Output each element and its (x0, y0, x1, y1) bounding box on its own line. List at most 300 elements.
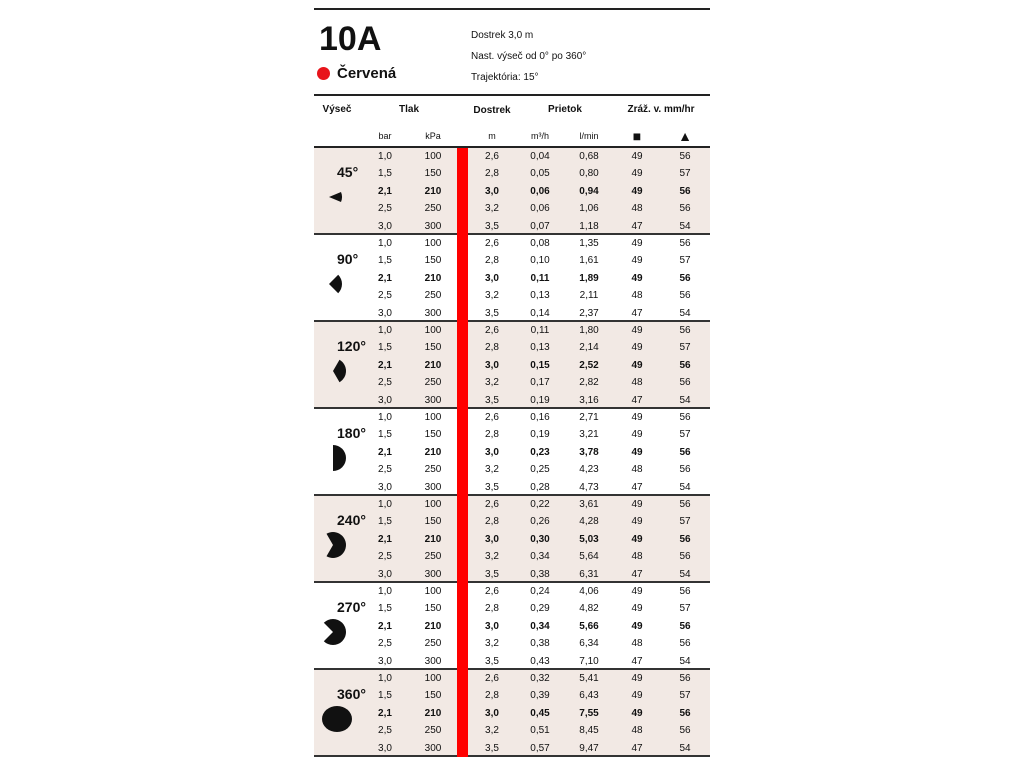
cell: 2,71 (579, 412, 599, 423)
cell: 3,0 (485, 185, 499, 197)
cell: 250 (424, 551, 442, 563)
cell: 0,17 (530, 377, 550, 389)
cell: 2,8 (485, 168, 499, 180)
cell: 0,04 (530, 151, 550, 162)
cell: 0,08 (530, 238, 550, 249)
cell: 56 (679, 638, 691, 650)
table-row (314, 305, 710, 322)
cell: 0,07 (530, 220, 550, 232)
spec-range: Dostrek 3,0 m (471, 30, 534, 41)
unit-bar: bar (378, 131, 392, 141)
header-rule (314, 94, 710, 96)
cell: 49 (631, 255, 643, 267)
cell: 1,0 (378, 238, 392, 249)
cell: 4,28 (579, 516, 599, 528)
table-row (314, 583, 710, 600)
cell: 3,0 (378, 394, 392, 406)
cell: 0,19 (530, 394, 550, 406)
cell: 1,0 (378, 151, 392, 162)
cell: 2,1 (378, 185, 392, 197)
cell: 3,0 (378, 481, 392, 493)
cell: 150 (424, 429, 442, 441)
cell: 3,5 (485, 220, 499, 232)
cell: 1,61 (579, 255, 599, 267)
cell: 300 (424, 481, 442, 493)
col-range: Dostrek (473, 105, 511, 116)
cell: 2,1 (378, 359, 392, 371)
cell: 1,5 (378, 255, 392, 267)
table-row (314, 635, 710, 652)
cell: 210 (424, 272, 442, 284)
cell: 3,0 (485, 446, 499, 458)
cell: 56 (679, 586, 691, 597)
cell: 54 (679, 568, 691, 580)
cell: 0,06 (530, 185, 550, 197)
cell: 210 (424, 620, 442, 632)
cell: 100 (424, 412, 442, 423)
col-sector: Výseč (322, 104, 352, 115)
cell: 49 (631, 429, 643, 441)
cell: 3,2 (485, 725, 499, 737)
sector-group-120: 120° 1,0 100 2,6 0,11 1,80 49 56 1,5 150 2,8 0,13 2,14 49 57 2,1 210 3,0 0,15 2,52 49 56 2,5 250 3,2 0,17 2,82 48 56 3,0 300 3,5 0,19 3,16 47 54 (314, 322, 710, 409)
cell: 56 (679, 533, 691, 545)
cell: 48 (631, 638, 643, 650)
cell: 49 (631, 516, 643, 528)
cell: 7,55 (579, 707, 599, 719)
cell: 0,51 (530, 725, 550, 737)
cell: 250 (424, 464, 442, 476)
cell: 56 (679, 151, 691, 162)
cell: 1,5 (378, 429, 392, 441)
cell: 150 (424, 342, 442, 354)
cell: 3,5 (485, 481, 499, 493)
unit-m3h: m³/h (531, 131, 549, 141)
table-row (314, 444, 710, 461)
cell: 3,5 (485, 655, 499, 667)
unit-kpa: kPa (425, 131, 441, 141)
cell: 4,06 (579, 586, 599, 597)
cell: 49 (631, 168, 643, 180)
cell: 2,6 (485, 412, 499, 423)
col-precip: Zráž. v. mm/hr (627, 104, 695, 115)
cell: 48 (631, 464, 643, 476)
cell: 250 (424, 377, 442, 389)
cell: 150 (424, 690, 442, 702)
cell: 150 (424, 168, 442, 180)
cell: 49 (631, 673, 643, 684)
cell: 47 (631, 568, 643, 580)
cell: 48 (631, 377, 643, 389)
cell: 2,6 (485, 499, 499, 510)
cell: 6,34 (579, 638, 599, 650)
table-row (314, 531, 710, 548)
col-pressure: Tlak (398, 104, 420, 115)
table-row (314, 322, 710, 339)
square-spacing-icon: ■ (632, 128, 642, 144)
cell: 150 (424, 255, 442, 267)
cell: 1,80 (579, 325, 599, 336)
sector-group-240: 240° 1,0 100 2,6 0,22 3,61 49 56 1,5 150 2,8 0,26 4,28 49 57 2,1 210 3,0 0,30 5,03 49 56 2,5 250 3,2 0,34 5,64 48 56 3,0 300 3,5 0,38 6,31 47 54 (314, 496, 710, 583)
cell: 49 (631, 707, 643, 719)
cell: 3,5 (485, 394, 499, 406)
table-row (314, 687, 710, 704)
cell: 0,23 (530, 446, 550, 458)
cell: 56 (679, 551, 691, 563)
table-row (314, 148, 710, 165)
cell: 0,38 (530, 568, 550, 580)
cell: 3,0 (378, 220, 392, 232)
cell: 56 (679, 673, 691, 684)
cell: 100 (424, 673, 442, 684)
cell: 48 (631, 551, 643, 563)
cell: 2,1 (378, 446, 392, 458)
table-row (314, 218, 710, 235)
cell: 0,15 (530, 359, 550, 371)
cell: 1,5 (378, 690, 392, 702)
cell: 300 (424, 655, 442, 667)
cell: 57 (679, 168, 691, 180)
cell: 0,34 (530, 620, 550, 632)
table-row (314, 357, 710, 374)
cell: 57 (679, 342, 691, 354)
cell: 2,1 (378, 533, 392, 545)
cell: 2,5 (378, 551, 392, 563)
cell: 3,0 (485, 707, 499, 719)
cell: 2,8 (485, 342, 499, 354)
table-row (314, 287, 710, 304)
cell: 0,39 (530, 690, 550, 702)
cell: 2,5 (378, 203, 392, 215)
cell: 1,0 (378, 325, 392, 336)
cell: 49 (631, 603, 643, 615)
cell: 1,35 (579, 238, 599, 249)
cell: 3,2 (485, 203, 499, 215)
cell: 1,18 (579, 220, 599, 232)
cell: 2,6 (485, 673, 499, 684)
cell: 2,52 (579, 359, 599, 371)
cell: 1,5 (378, 516, 392, 528)
cell: 0,13 (530, 342, 550, 354)
table-row (314, 235, 710, 252)
cell: 49 (631, 586, 643, 597)
cell: 1,0 (378, 586, 392, 597)
cell: 0,34 (530, 551, 550, 563)
cell: 49 (631, 412, 643, 423)
cell: 210 (424, 185, 442, 197)
cell: 0,13 (530, 290, 550, 302)
cell: 150 (424, 516, 442, 528)
cell: 1,5 (378, 603, 392, 615)
cell: 3,0 (485, 620, 499, 632)
cell: 3,5 (485, 742, 499, 754)
cell: 54 (679, 742, 691, 754)
cell: 56 (679, 377, 691, 389)
cell: 300 (424, 307, 442, 319)
cell: 56 (679, 203, 691, 215)
top-rule (314, 8, 710, 10)
cell: 210 (424, 446, 442, 458)
cell: 49 (631, 342, 643, 354)
cell: 3,5 (485, 307, 499, 319)
cell: 2,37 (579, 307, 599, 319)
cell: 3,5 (485, 568, 499, 580)
cell: 2,8 (485, 690, 499, 702)
sector-group-45: 45° 1,0 100 2,6 0,04 0,68 49 56 1,5 150 2,8 0,05 0,80 49 57 2,1 210 3,0 0,06 0,94 49 56 2,5 250 3,2 0,06 1,06 48 56 3,0 300 3,5 0,07 1,18 47 54 (314, 148, 710, 235)
cell: 0,57 (530, 742, 550, 754)
col-flow: Prietok (548, 104, 582, 115)
table-row (314, 740, 710, 757)
cell: 54 (679, 394, 691, 406)
cell: 2,82 (579, 377, 599, 389)
cell: 0,43 (530, 655, 550, 667)
cell: 1,0 (378, 673, 392, 684)
table-row (314, 409, 710, 426)
cell: 3,0 (378, 568, 392, 580)
cell: 0,19 (530, 429, 550, 441)
cell: 48 (631, 290, 643, 302)
table-row (314, 548, 710, 565)
cell: 0,10 (530, 255, 550, 267)
cell: 0,16 (530, 412, 550, 423)
cell: 0,45 (530, 707, 550, 719)
unit-lmin: l/min (579, 131, 599, 141)
model-title: 10A (319, 20, 382, 58)
table-row (314, 183, 710, 200)
cell: 3,2 (485, 377, 499, 389)
cell: 47 (631, 655, 643, 667)
cell: 49 (631, 533, 643, 545)
table-row (314, 165, 710, 182)
spec-arc: Nast. výseč od 0° po 360° (471, 51, 587, 62)
color-name: Červená (337, 65, 397, 82)
cell: 49 (631, 238, 643, 249)
table-row (314, 426, 710, 443)
sector-group-90: 90° 1,0 100 2,6 0,08 1,35 49 56 1,5 150 2,8 0,10 1,61 49 57 2,1 210 3,0 0,11 1,89 49 56 2,5 250 3,2 0,13 2,11 48 56 3,0 300 3,5 0,14 2,37 47 54 (314, 235, 710, 322)
cell: 1,5 (378, 342, 392, 354)
cell: 100 (424, 325, 442, 336)
cell: 54 (679, 220, 691, 232)
cell: 47 (631, 742, 643, 754)
cell: 3,2 (485, 551, 499, 563)
sector-group-270: 270° 1,0 100 2,6 0,24 4,06 49 56 1,5 150 2,8 0,29 4,82 49 57 2,1 210 3,0 0,34 5,66 49 56 2,5 250 3,2 0,38 6,34 48 56 3,0 300 3,5 0,43 7,10 47 54 (314, 583, 710, 670)
cell: 49 (631, 620, 643, 632)
table-row (314, 496, 710, 513)
cell: 0,14 (530, 307, 550, 319)
cell: 3,0 (485, 533, 499, 545)
cell: 49 (631, 446, 643, 458)
cell: 2,1 (378, 620, 392, 632)
cell: 0,29 (530, 603, 550, 615)
cell: 4,23 (579, 464, 599, 476)
cell: 56 (679, 359, 691, 371)
cell: 57 (679, 255, 691, 267)
cell: 47 (631, 307, 643, 319)
cell: 49 (631, 499, 643, 510)
cell: 49 (631, 185, 643, 197)
cell: 3,0 (378, 742, 392, 754)
cell: 3,21 (579, 429, 599, 441)
table-row (314, 461, 710, 478)
cell: 5,03 (579, 533, 599, 545)
cell: 7,10 (579, 655, 599, 667)
cell: 4,73 (579, 481, 599, 493)
triangle-spacing-icon: ▲ (678, 128, 692, 144)
table-row (314, 479, 710, 496)
table-row (314, 513, 710, 530)
cell: 0,32 (530, 673, 550, 684)
cell: 56 (679, 446, 691, 458)
cell: 49 (631, 325, 643, 336)
cell: 210 (424, 707, 442, 719)
table-row (314, 339, 710, 356)
cell: 49 (631, 151, 643, 162)
cell: 2,5 (378, 725, 392, 737)
cell: 2,1 (378, 707, 392, 719)
sector-group-180: 180° 1,0 100 2,6 0,16 2,71 49 56 1,5 150 2,8 0,19 3,21 49 57 2,1 210 3,0 0,23 3,78 49 56 2,5 250 3,2 0,25 4,23 48 56 3,0 300 3,5 0,28 4,73 47 54 (314, 409, 710, 496)
cell: 2,6 (485, 586, 499, 597)
cell: 2,8 (485, 516, 499, 528)
cell: 3,61 (579, 499, 599, 510)
table-row (314, 618, 710, 635)
cell: 0,80 (579, 168, 599, 180)
cell: 100 (424, 499, 442, 510)
cell: 1,0 (378, 499, 392, 510)
cell: 3,2 (485, 464, 499, 476)
cell: 0,28 (530, 481, 550, 493)
cell: 56 (679, 185, 691, 197)
table-row (314, 705, 710, 722)
cell: 2,6 (485, 238, 499, 249)
cell: 56 (679, 238, 691, 249)
cell: 250 (424, 638, 442, 650)
cell: 150 (424, 603, 442, 615)
cell: 56 (679, 272, 691, 284)
cell: 2,5 (378, 377, 392, 389)
cell: 300 (424, 568, 442, 580)
unit-m: m (488, 131, 496, 141)
cell: 57 (679, 690, 691, 702)
table-row (314, 566, 710, 583)
cell: 2,14 (579, 342, 599, 354)
table-row (314, 653, 710, 670)
cell: 1,5 (378, 168, 392, 180)
cell: 0,94 (579, 185, 599, 197)
cell: 56 (679, 412, 691, 423)
cell: 0,11 (530, 325, 550, 336)
cell: 300 (424, 742, 442, 754)
cell: 3,0 (378, 307, 392, 319)
cell: 2,5 (378, 638, 392, 650)
cell: 300 (424, 220, 442, 232)
cell: 49 (631, 359, 643, 371)
cell: 57 (679, 429, 691, 441)
table-row (314, 722, 710, 739)
cell: 47 (631, 220, 643, 232)
cell: 6,43 (579, 690, 599, 702)
table-row (314, 252, 710, 269)
sector-group-360: 360° 1,0 100 2,6 0,32 5,41 49 56 1,5 150 2,8 0,39 6,43 49 57 2,1 210 3,0 0,45 7,55 49 56 2,5 250 3,2 0,51 8,45 48 56 3,0 300 3,5 0,57 9,47 47 54 (314, 670, 710, 757)
cell: 0,25 (530, 464, 550, 476)
cell: 100 (424, 151, 442, 162)
cell: 49 (631, 272, 643, 284)
table-row (314, 200, 710, 217)
table-row (314, 374, 710, 391)
cell: 56 (679, 725, 691, 737)
cell: 56 (679, 325, 691, 336)
cell: 3,16 (579, 394, 599, 406)
cell: 56 (679, 464, 691, 476)
cell: 2,8 (485, 429, 499, 441)
cell: 9,47 (579, 742, 599, 754)
cell: 3,78 (579, 446, 599, 458)
cell: 54 (679, 481, 691, 493)
cell: 3,0 (378, 655, 392, 667)
cell: 2,8 (485, 603, 499, 615)
color-band (457, 148, 468, 757)
cell: 54 (679, 655, 691, 667)
cell: 57 (679, 603, 691, 615)
cell: 2,8 (485, 255, 499, 267)
cell: 300 (424, 394, 442, 406)
cell: 1,89 (579, 272, 599, 284)
cell: 250 (424, 203, 442, 215)
cell: 0,68 (579, 151, 599, 162)
cell: 49 (631, 690, 643, 702)
color-dot-icon (317, 67, 330, 80)
cell: 250 (424, 725, 442, 737)
cell: 56 (679, 290, 691, 302)
cell: 54 (679, 307, 691, 319)
cell: 56 (679, 707, 691, 719)
cell: 250 (424, 290, 442, 302)
cell: 2,6 (485, 151, 499, 162)
cell: 100 (424, 586, 442, 597)
cell: 210 (424, 533, 442, 545)
cell: 56 (679, 620, 691, 632)
cell: 3,2 (485, 290, 499, 302)
cell: 0,05 (530, 168, 550, 180)
cell: 100 (424, 238, 442, 249)
cell: 2,6 (485, 325, 499, 336)
cell: 1,0 (378, 412, 392, 423)
cell: 3,2 (485, 638, 499, 650)
cell: 2,1 (378, 272, 392, 284)
cell: 5,64 (579, 551, 599, 563)
table-row (314, 600, 710, 617)
cell: 2,11 (579, 290, 599, 302)
cell: 0,26 (530, 516, 550, 528)
cell: 0,30 (530, 533, 550, 545)
table-row (314, 670, 710, 687)
cell: 56 (679, 499, 691, 510)
cell: 5,41 (579, 673, 599, 684)
cell: 2,5 (378, 290, 392, 302)
cell: 0,06 (530, 203, 550, 215)
table-row (314, 392, 710, 409)
cell: 210 (424, 359, 442, 371)
cell: 3,0 (485, 272, 499, 284)
cell: 8,45 (579, 725, 599, 737)
table-row (314, 270, 710, 287)
cell: 47 (631, 481, 643, 493)
cell: 48 (631, 203, 643, 215)
cell: 2,5 (378, 464, 392, 476)
cell: 47 (631, 394, 643, 406)
cell: 0,38 (530, 638, 550, 650)
spec-trajectory: Trajektória: 15° (471, 72, 539, 83)
cell: 0,22 (530, 499, 550, 510)
cell: 3,0 (485, 359, 499, 371)
